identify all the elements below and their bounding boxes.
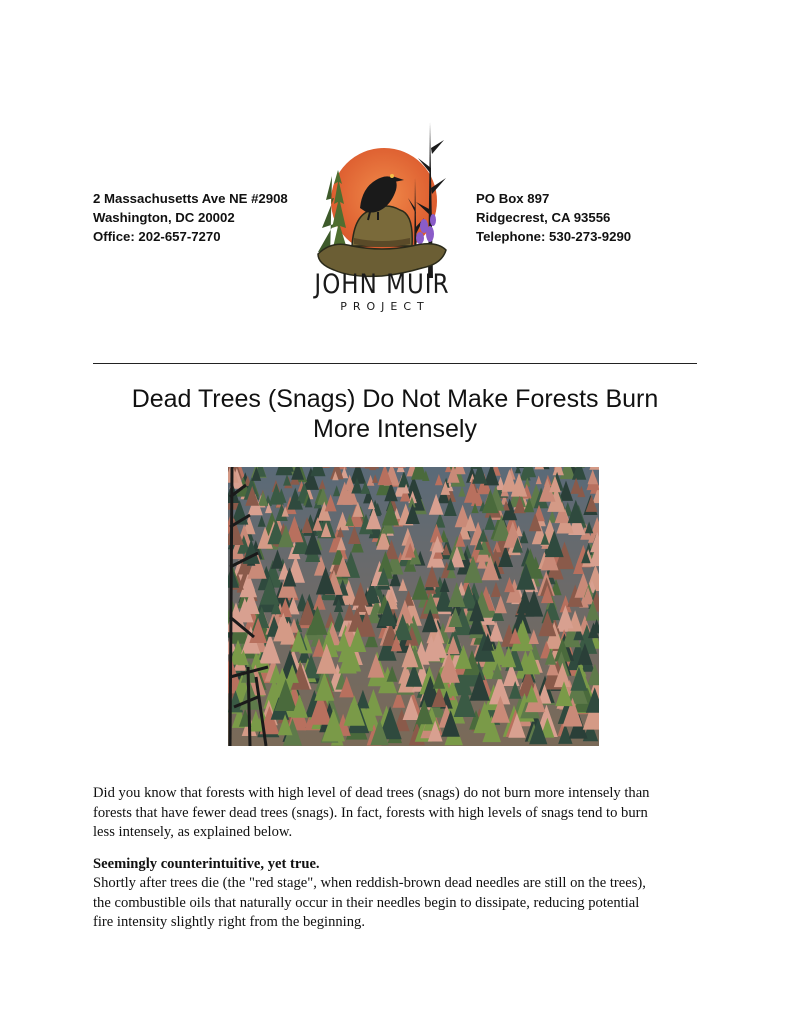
forest-with-dead-trees-photo [228, 467, 599, 746]
document-title [93, 384, 697, 444]
right-address-line: Ridgecrest, CA 93556 [476, 210, 611, 225]
paragraph-line: the combustible oils that naturally occur in their needles begin to dissipate, reducing potential [93, 894, 640, 911]
paragraph-line: forests that have fewer dead trees (snags). In fact, forests with high levels of snags tend to burn [93, 804, 648, 821]
header-divider [93, 363, 697, 364]
title-line: More Intensely [313, 415, 477, 443]
logo-name: JOHN MUIR [314, 270, 450, 300]
section-heading: Seemingly counterintuitive, yet true. [93, 856, 320, 872]
paragraph-line: Shortly after trees die (the "red stage", when reddish-brown dead needles are still on the trees), [93, 875, 646, 891]
explanation-paragraph [93, 874, 703, 933]
title-line: Dead Trees (Snags) Do Not Make Forests Burn [131, 385, 659, 413]
right-address-line: Telephone: 530-273-9290 [476, 229, 632, 244]
paragraph-line: fire intensity slightly right from the beginning. [93, 914, 365, 930]
left-address-line: Washington, DC 20002 [93, 210, 235, 225]
left-address-line: 2 Massachusetts Ave NE #2908 [93, 191, 288, 206]
paragraph-line: Did you know that forests with high level of dead trees (snags) do not burn more intensely than [93, 785, 650, 801]
paragraph-line: less intensely, as explained below. [93, 824, 293, 840]
logo-subtitle: PROJECT [340, 300, 430, 313]
logo-wordmark [312, 272, 452, 313]
right-address-line: PO Box 897 [476, 191, 550, 206]
right-address-block [476, 189, 631, 246]
left-address-line: Office: 202-657-7270 [93, 229, 221, 244]
left-address-block [93, 189, 288, 246]
intro-paragraph [93, 784, 703, 843]
